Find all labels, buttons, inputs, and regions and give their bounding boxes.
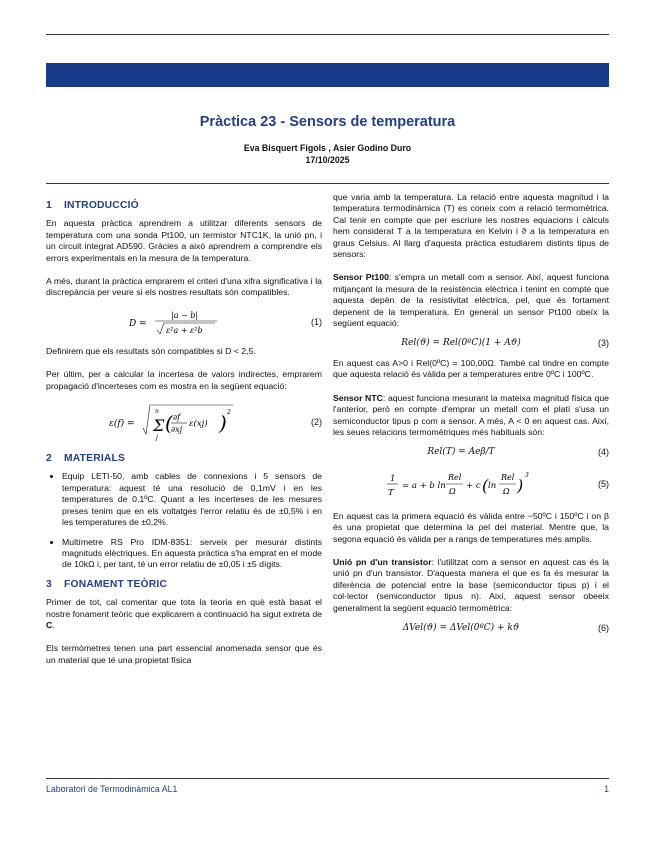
pt100-paragraph: Sensor Pt100: s'empra un metall com a sensor. Així, aquest funciona mitjançant la mesura de la resistència elèctrica i tenint en compte que aquesta depèn de la resistivitat elèctrica, ρel, que és fortament depenent de la temperatura. En general un sensor Pt100 obeïx la següent equació: xyxy=(333,272,609,329)
page-number: 1 xyxy=(604,784,609,794)
equation-2 xyxy=(46,401,322,445)
svg-text:3: 3 xyxy=(525,471,529,479)
svg-text:+ c: + c xyxy=(466,480,481,491)
equation-6: ΔVel(ϑ) = ΔVel(0ºC) + kϑ (6) xyxy=(402,622,609,633)
svg-text:Ω: Ω xyxy=(503,486,510,496)
svg-text:∂xj: ∂xj xyxy=(171,425,183,435)
equation-3: Rel(ϑ) = Rel(0ºC)(1 + Aϑ) (3) xyxy=(401,338,609,349)
equation-number: (2) xyxy=(311,417,322,428)
authors: Eva Bisquert Figols , Asier Godino Duro xyxy=(243,143,412,153)
pt100-after: En aquest cas A>0 i Rel(0ºC) = 100,00Ω. També cal tindre en compte que aquesta relació és vàlida per a temperatures entre 0ºC i 100ºC. xyxy=(333,357,609,380)
svg-text:|a − b|: |a − b| xyxy=(171,310,199,320)
header-banner xyxy=(46,63,609,87)
svg-text:n: n xyxy=(155,408,159,416)
section-heading-intro: 1 INTRODUCCIÓ xyxy=(46,200,139,211)
svg-text:= a + b ln: = a + b ln xyxy=(402,480,446,491)
theory-paragraph-3: que varia amb la temperatura. La relació entre aquesta magnitud i la temperatura termodinàmica (T) es coneix com a relació termomètrica. Cal tenir en compte que per escriure les nostres equacions i càlculs hem considerat T a la temperatura en Kelvin i ϑ a la temperatura en graus Celsius. Al llarg d'aquesta pràctica estudiarem distints tipus de sensors: xyxy=(333,192,609,260)
section-heading-theory: 3 FONAMENT TEÒRIC xyxy=(46,578,168,590)
svg-text:Ω: Ω xyxy=(449,486,456,496)
svg-text:ε(xj): ε(xj) xyxy=(189,419,208,430)
date: 17/10/2025 xyxy=(305,155,350,165)
svg-text:ε(f) =: ε(f) = xyxy=(109,419,135,430)
svg-text:Rel: Rel xyxy=(448,472,462,482)
list-item: • Equip LETI-50, amb cables de connexions i 5 sensors de temperatura: aquest té una resolució de 0,1mV i en les temperatures de 0,1ºC. Quant a les incerteses de les mesures preses tenim que en els voltatges l'error relatiu és de ±0,5% i en les temperatures de ±0,2%. xyxy=(62,471,322,528)
header-rule xyxy=(46,183,609,184)
section-heading-materials: 2 MATERIALS xyxy=(46,453,126,465)
equation-number: (5) xyxy=(598,479,609,490)
svg-text:): ) xyxy=(517,475,524,495)
svg-text:j: j xyxy=(156,434,158,442)
svg-text:Σ: Σ xyxy=(153,416,165,436)
footer-rule xyxy=(46,778,609,779)
right-column xyxy=(333,192,609,642)
theory-paragraph-1: Primer de tot, cal comentar que tota la teoria en què està basat el nostre fonament teòric que explicarem a continuació ha sigut extreta de C. xyxy=(46,597,322,630)
svg-text:D =: D = xyxy=(129,318,147,329)
equation-number: (6) xyxy=(598,622,609,633)
equation-number: (3) xyxy=(598,338,609,349)
intro-paragraph-3: Definirem que els resultats són compatibles si D < 2,5. xyxy=(46,345,256,356)
ntc-paragraph: Sensor NTC: aquest funciona mesurant la mateixa magnitud física que l'anterior, però en compte d'emprar un metall com el platí s'usa un semiconductor tipus p com a sensor. A més, A < 0 en aquest cas. Així, les seues relacions termomètriques més habituals són: xyxy=(333,392,609,437)
equation-number: (4) xyxy=(598,447,609,458)
pn-paragraph: Unió pn d'un transistor: l'utilitzat com a sensor en aquest cas és la unió pn d'un transistor. D'aquesta manera el que es fa és mesurar la diferència de potencial entre la base (semiconductor tipus p) i el col·lector (semiconductor tipus n). Així, aquest sensor obeeix generalment la següent equació termomètrica: xyxy=(333,556,609,613)
footer-text: Laboratori de Termodinàmica AL1 xyxy=(46,784,178,794)
svg-text:(: ( xyxy=(165,411,173,436)
svg-text:1: 1 xyxy=(390,473,396,484)
svg-text:Rel: Rel xyxy=(501,472,515,482)
svg-text:∂f: ∂f xyxy=(173,413,181,423)
left-column xyxy=(46,196,322,675)
svg-text:ε²a + ε²b: ε²a + ε²b xyxy=(166,325,203,335)
page-title: Pràctica 23 - Sensors de temperatura xyxy=(199,114,456,130)
intro-paragraph-2: A més, durant la pràctica emprarem el criteri d'una xifra significativa i la discrepància per veure si els nostres resultats són compatibles. xyxy=(46,276,322,298)
equation-5 xyxy=(333,467,609,503)
svg-text:T: T xyxy=(388,487,394,498)
equation-number: (1) xyxy=(311,317,322,328)
equation-1 xyxy=(46,308,322,338)
ntc-after: En aquest cas la primera equació és vàlida entre −50ºC i 150ºC i on β és una propietat que determina la ρel del material. Mentre que, la segona equació és vàlida per a rangs de temperatures més amplis. xyxy=(333,510,609,544)
theory-paragraph-2: Els termòmetres tenen una part essencial anomenada sensor que és un material que té una propietat física xyxy=(46,643,322,665)
top-rule xyxy=(46,34,609,35)
svg-text:(: ( xyxy=(482,475,489,495)
equation-4: Rel(T) = Aeβ/T (4) xyxy=(427,447,609,458)
materials-list xyxy=(46,471,322,570)
svg-text:2: 2 xyxy=(227,409,231,417)
svg-text:ln: ln xyxy=(488,480,497,491)
list-item: • Multímetre RS Pro IDM-8351: serveix per mesurar distints magnituds elèctriques. En aquesta pràctica s'ha emprat en el mode de 10kΩ i, per tant, té un error relatiu de ±0,05 i ±5 dígits. xyxy=(62,537,322,571)
svg-text:): ) xyxy=(219,411,227,436)
intro-paragraph-4: Per últim, per a calcular la incertesa de valors indirectes, emprarem propagació d'incerteses com es mostra en la següent equació: xyxy=(46,369,322,391)
intro-paragraph-1: En aquesta pràctica aprendrem a utilitzar diferents sensors de temperatura com una sonda Pt100, un termistor NTC1K, la unió pn, i un circuit integrat AD590. Gràcies a això aprendrem a comprendre els errors experimentals en la mesura de la temperatura. xyxy=(46,218,322,263)
